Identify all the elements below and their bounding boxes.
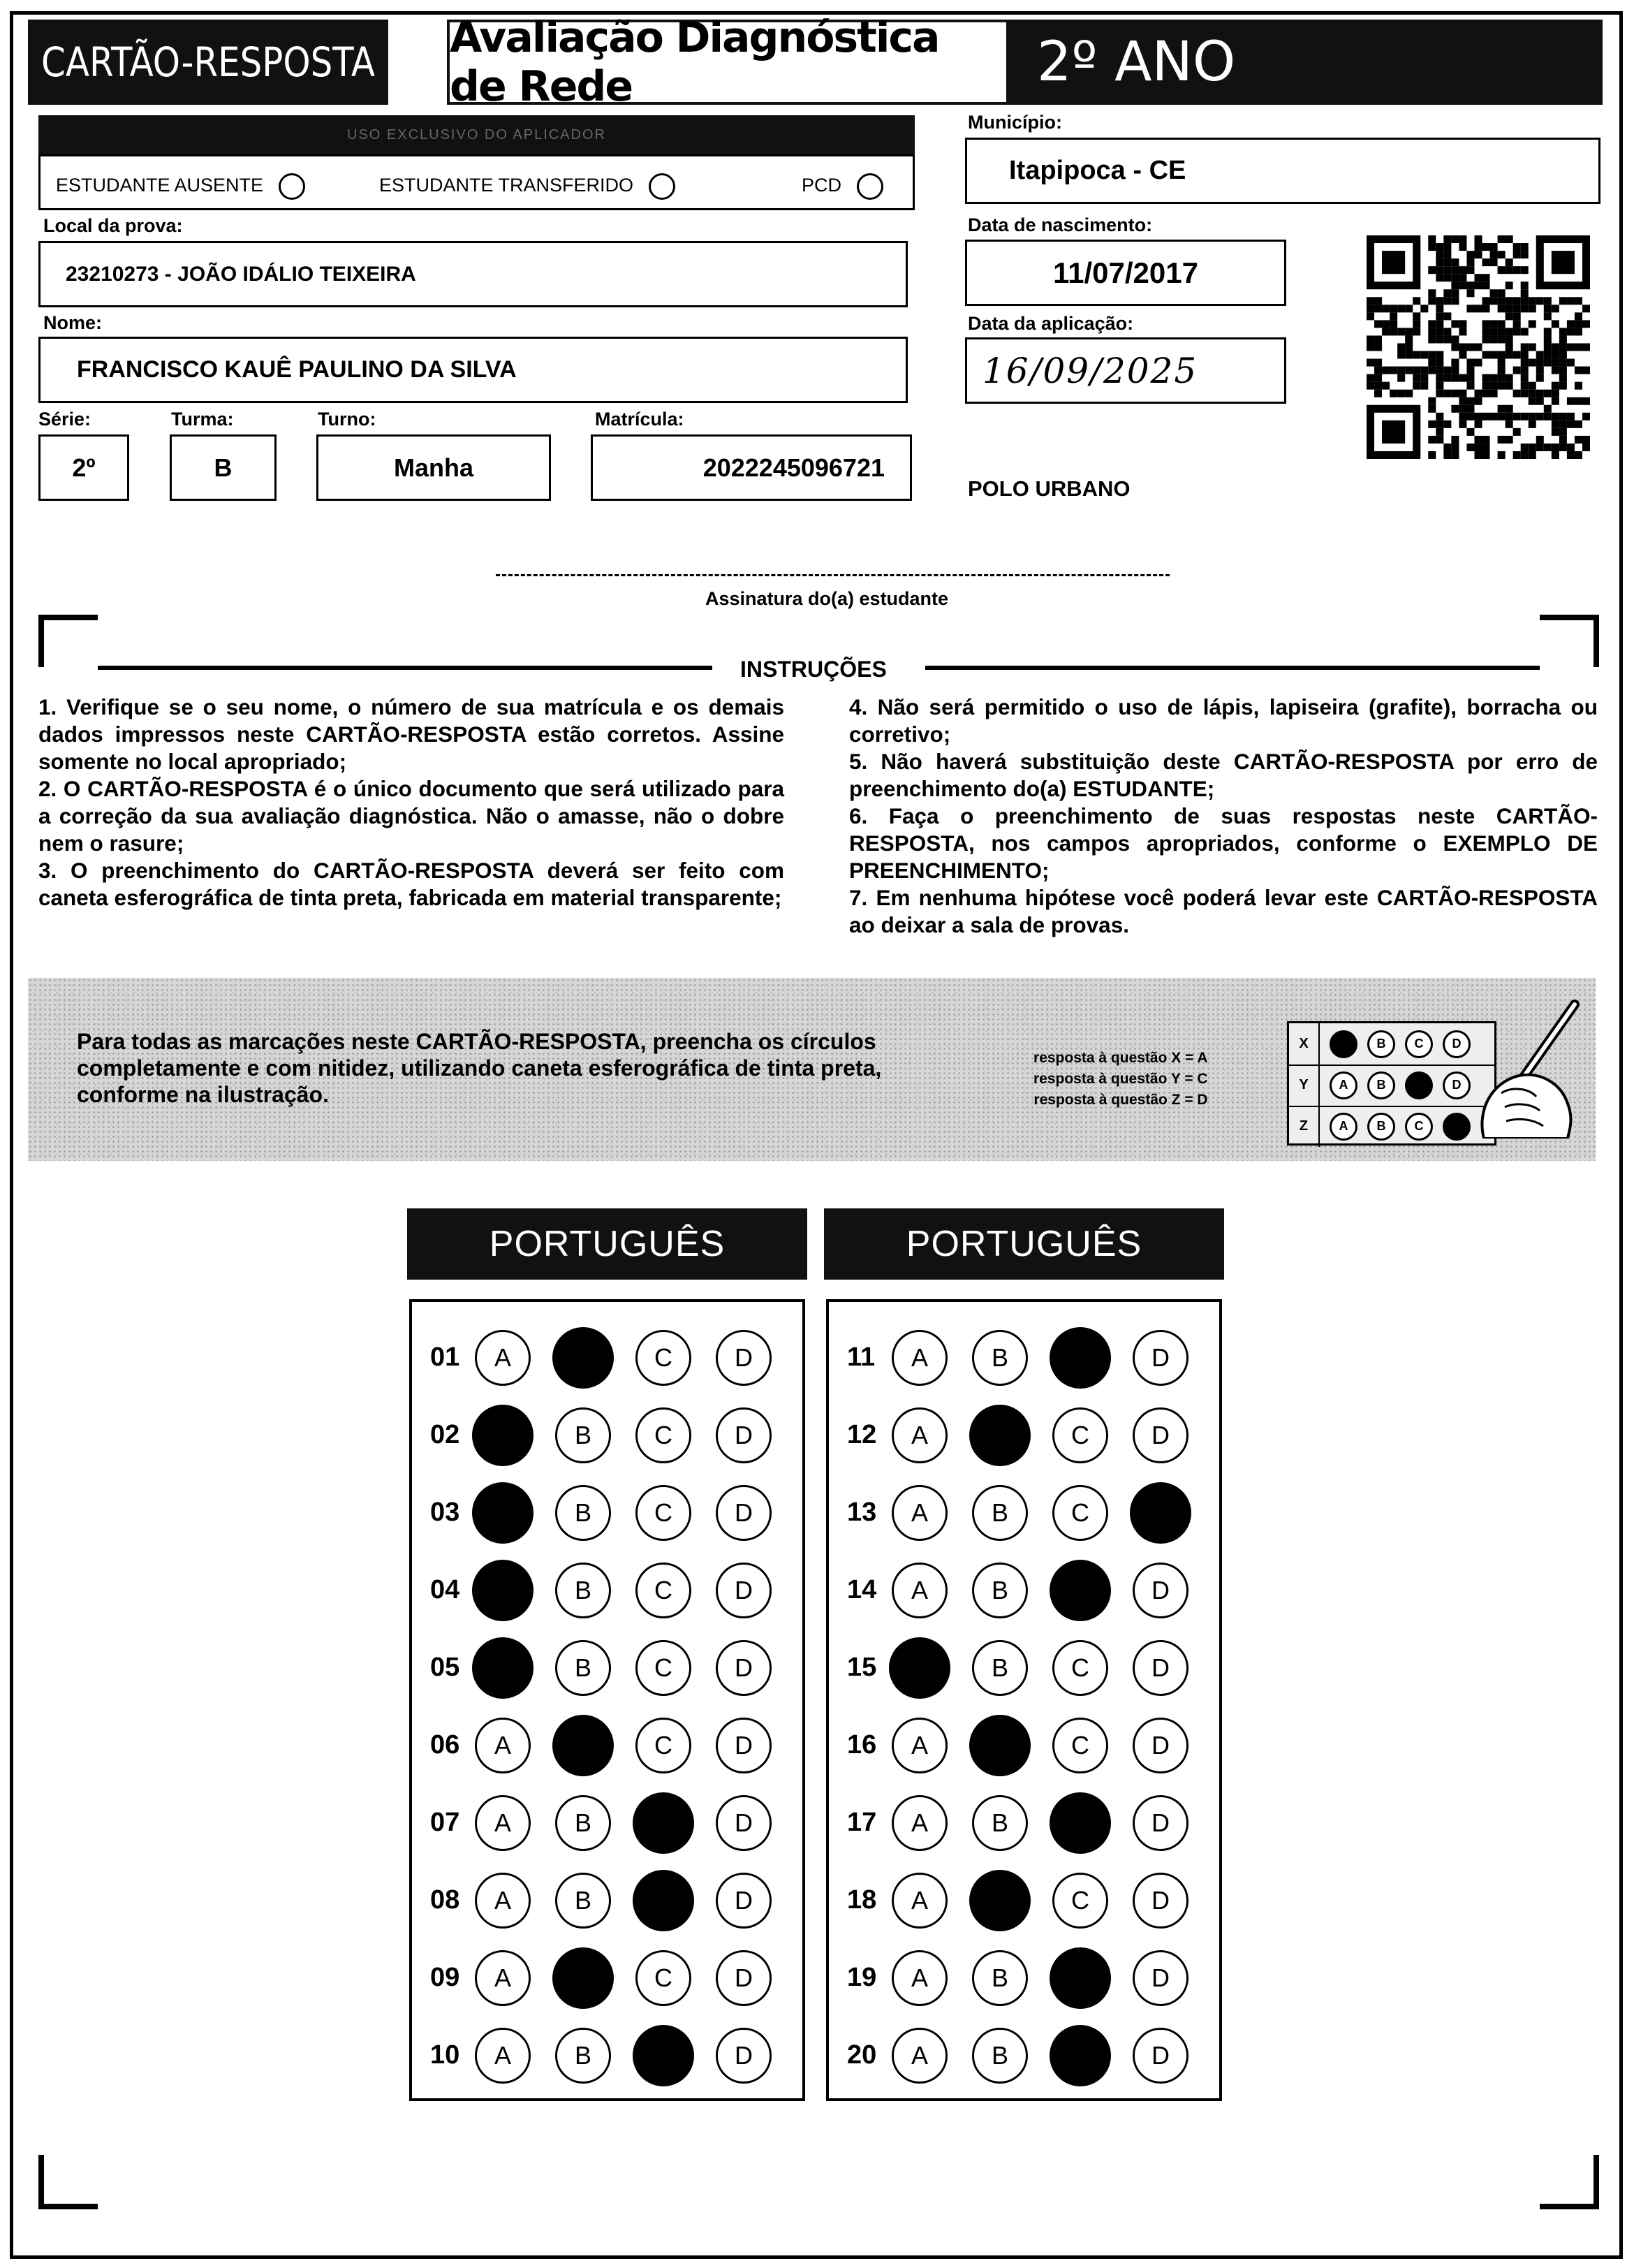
answer-bubble-07-d[interactable]: D: [716, 1795, 772, 1851]
question-number: 11: [847, 1342, 876, 1372]
example-bubble: [1330, 1030, 1357, 1058]
question-number: 14: [847, 1575, 877, 1604]
answer-bubble-05-a[interactable]: [472, 1637, 533, 1699]
answer-bubble-19-a[interactable]: A: [892, 1950, 948, 2006]
name-label: Nome:: [43, 312, 103, 333]
aplicacao-label: Data da aplicação:: [968, 313, 1134, 334]
name-field: FRANCISCO KAUÊ PAULINO DA SILVA: [38, 337, 908, 403]
absent-label: ESTUDANTE AUSENTE: [56, 175, 264, 196]
absent-checkbox[interactable]: [279, 173, 305, 200]
matricula-label: Matrícula:: [595, 409, 684, 430]
answer-bubble-14-d[interactable]: D: [1133, 1563, 1188, 1618]
question-number: 09: [430, 1963, 460, 1992]
serie-field: 2º: [38, 434, 129, 501]
answer-bubble-20-d[interactable]: D: [1133, 2028, 1188, 2084]
instructions-rule-left: [98, 666, 712, 670]
example-row-label: Z: [1289, 1106, 1320, 1147]
answer-bubble-10-d[interactable]: D: [716, 2028, 772, 2084]
instructions-title: INSTRUÇÕES: [740, 657, 887, 682]
transferred-label: ESTUDANTE TRANSFERIDO: [379, 175, 634, 196]
answer-bubble-06-b[interactable]: [552, 1715, 614, 1776]
answer-bubble-12-a[interactable]: A: [892, 1407, 948, 1463]
answer-bubble-15-a[interactable]: [889, 1637, 950, 1699]
question-number: 02: [430, 1420, 460, 1449]
answer-bubble-02-d[interactable]: D: [716, 1407, 772, 1463]
example-bubble: A: [1330, 1071, 1357, 1099]
answer-bubble-09-a[interactable]: A: [475, 1950, 531, 2006]
local-label: Local da prova:: [43, 215, 183, 236]
nascimento-label: Data de nascimento:: [968, 214, 1153, 235]
signature-line: [496, 574, 1170, 576]
turno-label: Turno:: [318, 409, 376, 430]
corner-mark-bottom-left: [38, 2155, 98, 2209]
answer-bubble-11-a[interactable]: A: [892, 1330, 948, 1386]
answer-bubble-08-c[interactable]: [633, 1870, 694, 1931]
answer-bubble-16-d[interactable]: D: [1133, 1718, 1188, 1773]
answer-bubble-15-b[interactable]: B: [972, 1640, 1028, 1696]
turma-label: Turma:: [171, 409, 234, 430]
example-bubble: D: [1443, 1030, 1471, 1058]
answer-bubble-03-b[interactable]: B: [555, 1485, 611, 1541]
turno-field: Manha: [316, 434, 551, 501]
instruction-item: 7. Em nenhuma hipótese você poderá levar este CARTÃO-RESPOSTA ao deixar a sala de provas.: [849, 885, 1598, 937]
card-title: CARTÃO-RESPOSTA: [28, 20, 388, 105]
exam-title: Avaliação Diagnóstica de Rede: [447, 20, 1009, 105]
pcd-label: PCD: [802, 175, 842, 196]
nascimento-field: 11/07/2017: [965, 240, 1286, 306]
question-number: 15: [847, 1653, 877, 1682]
answer-bubble-19-c[interactable]: [1050, 1947, 1111, 2009]
answer-bubble-11-d[interactable]: D: [1133, 1330, 1188, 1386]
instruction-item: 4. Não será permitido o uso de lápis, lapiseira (grafite), borracha ou corretivo;: [849, 694, 1598, 747]
section-title: PORTUGUÊS: [824, 1208, 1224, 1280]
answer-bubble-10-b[interactable]: B: [555, 2028, 611, 2084]
example-bubble: D: [1443, 1071, 1471, 1099]
answer-bubble-01-a[interactable]: A: [475, 1330, 531, 1386]
answer-sheet: [826, 1299, 1222, 2101]
answer-bubble-13-c[interactable]: C: [1052, 1485, 1108, 1541]
transferred-option[interactable]: [379, 173, 675, 200]
instruction-item: 3. O preenchimento do CARTÃO-RESPOSTA deverá ser feito com caneta esferográfica de tinta preta, fabricada em material transparente;: [38, 858, 784, 910]
answer-bubble-06-d[interactable]: D: [716, 1718, 772, 1773]
answer-bubble-06-a[interactable]: A: [475, 1718, 531, 1773]
answer-bubble-09-b[interactable]: [552, 1947, 614, 2009]
example-bubble: A: [1330, 1113, 1357, 1141]
absent-option[interactable]: [56, 173, 305, 200]
answer-bubble-01-c[interactable]: C: [635, 1330, 691, 1386]
answer-bubble-18-b[interactable]: [969, 1870, 1031, 1931]
answer-bubble-15-d[interactable]: D: [1133, 1640, 1188, 1696]
question-number: 12: [847, 1420, 877, 1449]
instructions-right-column: [849, 694, 1598, 939]
answer-bubble-20-c[interactable]: [1050, 2025, 1111, 2086]
answer-bubble-05-c[interactable]: C: [635, 1640, 691, 1696]
answer-bubble-12-c[interactable]: C: [1052, 1407, 1108, 1463]
question-number: 20: [847, 2040, 877, 2070]
turma-field: B: [170, 434, 277, 501]
answer-bubble-02-c[interactable]: C: [635, 1407, 691, 1463]
grade-title: 2º ANO: [1009, 20, 1603, 105]
answer-bubble-20-a[interactable]: A: [892, 2028, 948, 2084]
answer-bubble-13-a[interactable]: A: [892, 1485, 948, 1541]
example-row-label: Y: [1289, 1065, 1320, 1106]
answer-bubble-11-c[interactable]: [1050, 1327, 1111, 1389]
answer-bubble-17-d[interactable]: D: [1133, 1795, 1188, 1851]
example-legend: [1033, 1048, 1208, 1111]
answer-bubble-07-c[interactable]: [633, 1792, 694, 1854]
municipio-label: Município:: [968, 112, 1062, 133]
example-row-label: X: [1289, 1023, 1320, 1065]
answer-bubble-04-d[interactable]: D: [716, 1563, 772, 1618]
polo-label: POLO URBANO: [968, 476, 1131, 501]
answer-bubble-19-d[interactable]: D: [1133, 1950, 1188, 2006]
answer-bubble-12-d[interactable]: D: [1133, 1407, 1188, 1463]
answer-bubble-14-a[interactable]: A: [892, 1563, 948, 1618]
answer-bubble-08-b[interactable]: B: [555, 1873, 611, 1929]
answer-bubble-13-b[interactable]: B: [972, 1485, 1028, 1541]
instruction-item: 2. O CARTÃO-RESPOSTA é o único documento que será utilizado para a correção da sua avaliação diagnóstica. Não o amasse, não o dobre nem o rasure;: [38, 776, 784, 856]
answer-bubble-18-c[interactable]: C: [1052, 1873, 1108, 1929]
question-number: 18: [847, 1885, 877, 1915]
answer-bubble-19-b[interactable]: B: [972, 1950, 1028, 2006]
section-title: PORTUGUÊS: [407, 1208, 807, 1280]
example-text: Para todas as marcações neste CARTÃO-RESPOSTA, preencha os círculos completamente e com nitidez, utilizando caneta esferográfica de tinta preta, conforme na ilustração.: [77, 1029, 882, 1107]
pcd-checkbox[interactable]: [857, 173, 883, 200]
instructions-rule-right: [925, 666, 1540, 670]
question-number: 19: [847, 1963, 877, 1992]
answer-bubble-10-c[interactable]: [633, 2025, 694, 2086]
question-number: 04: [430, 1575, 460, 1604]
corner-mark-top-left: [38, 615, 98, 667]
answer-bubble-10-a[interactable]: A: [475, 2028, 531, 2084]
signature-label: Assinatura do(a) estudante: [705, 588, 949, 609]
answer-bubble-01-b[interactable]: [552, 1327, 614, 1389]
question-number: 08: [430, 1885, 460, 1915]
answer-bubble-08-a[interactable]: A: [475, 1873, 531, 1929]
question-number: 16: [847, 1730, 877, 1759]
example-bubble: B: [1367, 1113, 1395, 1141]
answer-bubble-07-b[interactable]: B: [555, 1795, 611, 1851]
answer-sheet: [409, 1299, 805, 2101]
question-number: 01: [430, 1342, 460, 1372]
example-line: resposta à questão Z = D: [1033, 1092, 1208, 1108]
answer-bubble-02-b[interactable]: B: [555, 1407, 611, 1463]
answer-bubble-15-c[interactable]: C: [1052, 1640, 1108, 1696]
aplicacao-field[interactable]: 16/09/2025: [965, 337, 1286, 404]
example-bubble: B: [1367, 1030, 1395, 1058]
applicator-bar: USO EXCLUSIVO DO APLICADOR: [38, 115, 915, 154]
corner-mark-bottom-right: [1540, 2155, 1599, 2209]
answer-bubble-13-d[interactable]: [1130, 1482, 1191, 1544]
answer-bubble-04-c[interactable]: C: [635, 1563, 691, 1618]
example-bubble: C: [1405, 1113, 1433, 1141]
instruction-item: 5. Não haverá substituição deste CARTÃO-RESPOSTA por erro de preenchimento do(a) ESTUDANTE;: [849, 749, 1598, 801]
matricula-field: 2022245096721: [591, 434, 912, 501]
answer-bubble-06-c[interactable]: C: [635, 1718, 691, 1773]
answer-bubble-17-a[interactable]: A: [892, 1795, 948, 1851]
answer-bubble-04-b[interactable]: B: [555, 1563, 611, 1618]
question-number: 13: [847, 1498, 877, 1527]
answer-bubble-17-c[interactable]: [1050, 1792, 1111, 1854]
answer-bubble-05-b[interactable]: B: [555, 1640, 611, 1696]
question-number: 06: [430, 1730, 460, 1759]
answer-bubble-03-d[interactable]: D: [716, 1485, 772, 1541]
answer-bubble-04-a[interactable]: [472, 1560, 533, 1621]
answer-bubble-14-b[interactable]: B: [972, 1563, 1028, 1618]
question-number: 07: [430, 1808, 460, 1837]
answer-bubble-09-d[interactable]: D: [716, 1950, 772, 2006]
question-number: 05: [430, 1653, 460, 1682]
question-number: 03: [430, 1498, 460, 1527]
answer-bubble-17-b[interactable]: B: [972, 1795, 1028, 1851]
local-field: 23210273 - JOÃO IDÁLIO TEIXEIRA: [38, 241, 908, 307]
example-bubble: [1405, 1071, 1433, 1099]
answer-bubble-03-c[interactable]: C: [635, 1485, 691, 1541]
corner-mark-top-right: [1540, 615, 1599, 667]
answer-bubble-16-c[interactable]: C: [1052, 1718, 1108, 1773]
answer-bubble-11-b[interactable]: B: [972, 1330, 1028, 1386]
answer-bubble-07-a[interactable]: A: [475, 1795, 531, 1851]
question-number: 10: [430, 2040, 460, 2070]
answer-bubble-20-b[interactable]: B: [972, 2028, 1028, 2084]
question-number: 17: [847, 1808, 877, 1837]
qr-code: [1367, 235, 1590, 459]
hand-pen-icon: [1463, 999, 1582, 1139]
answer-bubble-03-a[interactable]: [472, 1482, 533, 1544]
answer-bubble-16-a[interactable]: A: [892, 1718, 948, 1773]
example-line: resposta à questão X = A: [1033, 1050, 1208, 1066]
serie-label: Série:: [38, 409, 91, 430]
answer-bubble-18-a[interactable]: A: [892, 1873, 948, 1929]
answer-bubble-01-d[interactable]: D: [716, 1330, 772, 1386]
transferred-checkbox[interactable]: [649, 173, 675, 200]
pcd-option[interactable]: [802, 173, 883, 200]
municipio-field: Itapipoca - CE: [965, 138, 1600, 204]
answer-bubble-12-b[interactable]: [969, 1405, 1031, 1466]
instructions-left-column: [38, 694, 784, 912]
answer-bubble-08-d[interactable]: D: [716, 1873, 772, 1929]
instruction-item: 6. Faça o preenchimento de suas respostas neste CARTÃO-RESPOSTA, nos campos apropriados, conforme o EXEMPLO DE PREENCHIMENTO;: [849, 803, 1598, 883]
answer-bubble-05-d[interactable]: D: [716, 1640, 772, 1696]
answer-bubble-02-a[interactable]: [472, 1405, 533, 1466]
answer-bubble-16-b[interactable]: [969, 1715, 1031, 1776]
example-bubble: B: [1367, 1071, 1395, 1099]
answer-bubble-09-c[interactable]: C: [635, 1950, 691, 2006]
example-bubble: C: [1405, 1030, 1433, 1058]
answer-bubble-18-d[interactable]: D: [1133, 1873, 1188, 1929]
instruction-item: 1. Verifique se o seu nome, o número de sua matrícula e os demais dados impressos neste CARTÃO-RESPOSTA estão corretos. Assine somente no local apropriado;: [38, 694, 784, 774]
applicator-box: [38, 154, 915, 210]
answer-bubble-14-c[interactable]: [1050, 1560, 1111, 1621]
example-line: resposta à questão Y = C: [1033, 1071, 1208, 1087]
